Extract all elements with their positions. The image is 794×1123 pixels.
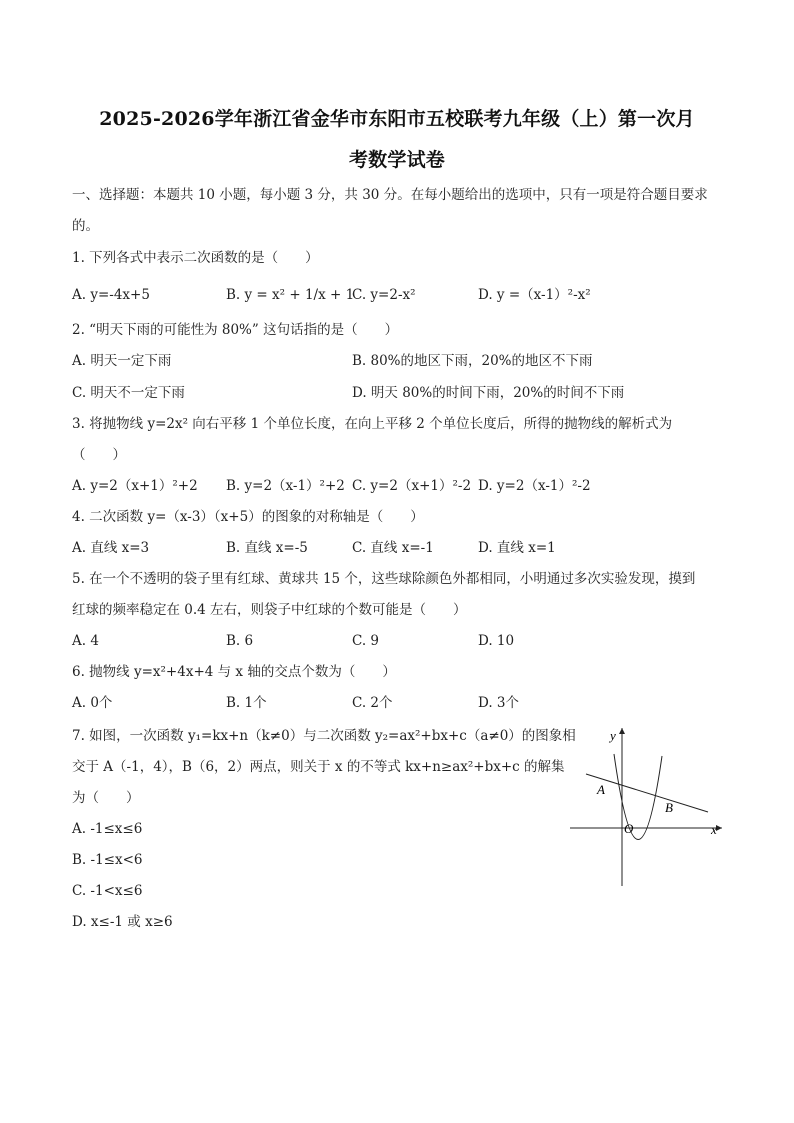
y-axis-arrow-icon xyxy=(619,728,625,734)
question-6-option-a: A. 0个 xyxy=(72,695,113,711)
question-4-stem: 4. 二次函数 y=（x-3）（x+5）的图象的对称轴是（ ） xyxy=(72,509,424,525)
question-5-stem-line-1: 5. 在一个不透明的袋子里有红球、黄球共 15 个，这些球除颜色外都相同，小明通过多次实验发现，摸到 xyxy=(72,571,696,587)
question-3-option-c: C. y=2（x+1）²-2 xyxy=(352,478,472,494)
question-1-stem: 1. 下列各式中表示二次函数的是（ ） xyxy=(72,250,319,266)
question-7-option-c: C. -1<x≤6 xyxy=(72,883,143,899)
question-1-option-c: C. y=2-x² xyxy=(352,287,416,303)
question-4-option-d: D. 直线 x=1 xyxy=(478,540,556,556)
question-1-option-d: D. y =（x-1）²-x² xyxy=(478,287,591,303)
question-3-stem-line-2: （ ） xyxy=(72,447,126,463)
question-7-stem-line-1: 7. 如图，一次函数 y₁=kx+n（k≠0）与二次函数 y₂=ax²+bx+c（a≠0）的图象相 xyxy=(72,728,576,744)
question-7-option-d: D. x≤-1 或 x≥6 xyxy=(72,914,173,930)
question-5-option-a: A. 4 xyxy=(72,633,99,649)
question-3-option-d: D. y=2（x-1）²-2 xyxy=(478,478,591,494)
x-axis-label: x xyxy=(711,822,717,837)
question-2-stem: 2. “明天下雨的可能性为 80%” 这句话指的是（ ） xyxy=(72,322,399,338)
question-5-option-c: C. 9 xyxy=(352,633,380,649)
section-header-line-2: 的。 xyxy=(72,218,99,234)
question-5-stem-line-2: 红球的频率稳定在 0.4 左右，则袋子中红球的个数可能是（ ） xyxy=(72,602,467,618)
question-7-figure xyxy=(566,722,726,888)
question-2-option-d: D. 明天 80%的时间下雨，20%的时间不下雨 xyxy=(352,385,625,401)
x-axis-arrow-icon xyxy=(716,825,722,831)
question-7-stem-line-2: 交于 A（-1，4），B（6，2）两点，则关于 x 的不等式 kx+n≥ax²+bx+c 的解集 xyxy=(72,759,565,775)
question-4-option-a: A. 直线 x=3 xyxy=(72,540,150,556)
question-3-stem-line-1: 3. 将抛物线 y=2x² 向右平移 1 个单位长度，在向上平移 2 个单位长度后，所得的抛物线的解析式为 xyxy=(72,416,673,432)
question-2-option-c: C. 明天不一定下雨 xyxy=(72,385,185,401)
question-4-option-c: C. 直线 x=-1 xyxy=(352,540,434,556)
question-3-option-a: A. y=2（x+1）²+2 xyxy=(72,478,198,494)
exam-title-line-1: 2025-2026学年浙江省金华市东阳市五校联考九年级（上）第一次月 xyxy=(99,108,695,130)
question-5-option-d: D. 10 xyxy=(478,633,515,649)
question-6-stem: 6. 抛物线 y=x²+4x+4 与 x 轴的交点个数为（ ） xyxy=(72,664,396,680)
question-2-option-b: B. 80%的地区下雨，20%的地区不下雨 xyxy=(352,353,593,369)
question-6-option-d: D. 3个 xyxy=(478,695,520,711)
question-1-option-b: B. y = x² + 1/x + 1 xyxy=(226,287,355,303)
question-5-option-b: B. 6 xyxy=(226,633,254,649)
question-4-option-b: B. 直线 x=-5 xyxy=(226,540,308,556)
section-header-line-1: 一、选择题：本题共 10 小题，每小题 3 分，共 30 分。在每小题给出的选项中，只有一项是符合题目要求 xyxy=(72,187,708,203)
question-1-option-a: A. y=-4x+5 xyxy=(72,287,150,303)
exam-title-line-2: 考数学试卷 xyxy=(348,149,445,171)
question-7-stem-line-3: 为（ ） xyxy=(72,790,140,806)
y-axis-label: y xyxy=(610,728,616,743)
origin-label: O xyxy=(624,821,634,836)
point-b-label: B xyxy=(665,800,673,815)
question-2-option-a: A. 明天一定下雨 xyxy=(72,353,172,369)
question-7-option-b: B. -1≤x<6 xyxy=(72,852,143,868)
point-a-label: A xyxy=(597,782,605,797)
question-6-option-c: C. 2个 xyxy=(352,695,393,711)
parabola-curve xyxy=(614,754,662,840)
question-7-option-a: A. -1≤x≤6 xyxy=(72,821,143,837)
question-6-option-b: B. 1个 xyxy=(226,695,267,711)
question-3-option-b: B. y=2（x-1）²+2 xyxy=(226,478,345,494)
